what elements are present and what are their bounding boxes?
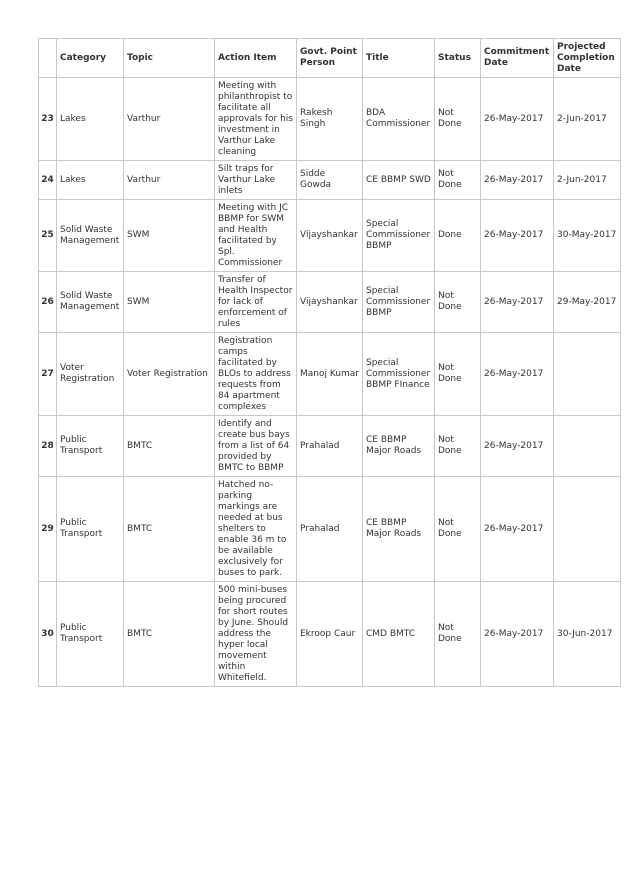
commitment-date-cell: 26-May-2017 [481,200,554,272]
status-cell: Done [435,200,481,272]
header-point-person: Govt. Point Person [297,39,363,78]
action-item-cell: Registration camps facilitated by BLOs to address requests from 84 apartment complexes [215,333,297,416]
action-item-cell: Meeting with philanthropist to facilitate all approvals for his investment in Varthur Lake cleaning [215,78,297,161]
action-item-cell: Identify and create bus bays from a list of 64 provided by BMTC to BBMP [215,416,297,477]
category-cell: Voter Registration [57,333,124,416]
header-topic: Topic [124,39,215,78]
topic-cell: BMTC [124,477,215,582]
action-item-cell: Meeting with JC BBMP for SWM and Health facilitated by Spl. Commissioner [215,200,297,272]
header-projected-date: Projected Completion Date [554,39,621,78]
title-cell: CE BBMP Major Roads [363,416,435,477]
commitment-date-cell: 26-May-2017 [481,78,554,161]
row-number: 28 [39,416,57,477]
title-cell: BDA Commissioner [363,78,435,161]
table-row [39,200,621,272]
projected-date-cell: 29-May-2017 [554,272,621,333]
category-cell: Solid Waste Management [57,272,124,333]
title-cell: Special Commissioner BBMP [363,200,435,272]
topic-cell: SWM [124,272,215,333]
title-cell: CMD BMTC [363,582,435,687]
header-num [39,39,57,78]
action-items-table [38,38,621,687]
point-person-cell: Ekroop Caur [297,582,363,687]
commitment-date-cell: 26-May-2017 [481,582,554,687]
row-number: 23 [39,78,57,161]
topic-cell: SWM [124,200,215,272]
row-number: 30 [39,582,57,687]
action-item-cell: Transfer of Health Inspector for lack of enforcement of rules [215,272,297,333]
status-cell: Not Done [435,333,481,416]
topic-cell: Voter Registration [124,333,215,416]
topic-cell: Varthur [124,78,215,161]
row-number: 29 [39,477,57,582]
table-row [39,272,621,333]
category-cell: Public Transport [57,477,124,582]
row-number: 26 [39,272,57,333]
header-row [39,39,621,78]
projected-date-cell [554,416,621,477]
action-item-cell: 500 mini-buses being procured for short routes by June. Should address the hyper local movement within Whitefield. [215,582,297,687]
category-cell: Public Transport [57,582,124,687]
table-row [39,477,621,582]
action-item-cell: Silt traps for Varthur Lake inlets [215,161,297,200]
header-action-item: Action Item [215,39,297,78]
projected-date-cell: 30-May-2017 [554,200,621,272]
commitment-date-cell: 26-May-2017 [481,477,554,582]
topic-cell: BMTC [124,416,215,477]
header-title: Title [363,39,435,78]
title-cell: CE BBMP Major Roads [363,477,435,582]
category-cell: Solid Waste Management [57,200,124,272]
point-person-cell: Rakesh Singh [297,78,363,161]
projected-date-cell: 2-Jun-2017 [554,161,621,200]
table-row [39,78,621,161]
projected-date-cell [554,333,621,416]
table-row [39,416,621,477]
projected-date-cell: 2-Jun-2017 [554,78,621,161]
status-cell: Not Done [435,161,481,200]
row-number: 24 [39,161,57,200]
point-person-cell: Prahalad [297,416,363,477]
commitment-date-cell: 26-May-2017 [481,333,554,416]
point-person-cell: Prahalad [297,477,363,582]
projected-date-cell [554,477,621,582]
category-cell: Public Transport [57,416,124,477]
title-cell: Special Commissioner BBMP [363,272,435,333]
commitment-date-cell: 26-May-2017 [481,272,554,333]
row-number: 25 [39,200,57,272]
header-category: Category [57,39,124,78]
category-cell: Lakes [57,78,124,161]
status-cell: Not Done [435,272,481,333]
header-status: Status [435,39,481,78]
topic-cell: Varthur [124,161,215,200]
status-cell: Not Done [435,78,481,161]
row-number: 27 [39,333,57,416]
table-row [39,333,621,416]
commitment-date-cell: 26-May-2017 [481,161,554,200]
table-row [39,161,621,200]
projected-date-cell: 30-Jun-2017 [554,582,621,687]
action-item-cell: Hatched no-parking markings are needed at bus shelters to enable 36 m to be available exclusively for buses to park. [215,477,297,582]
point-person-cell: Manoj Kumar [297,333,363,416]
table-row [39,582,621,687]
category-cell: Lakes [57,161,124,200]
header-commitment-date: Commitment Date [481,39,554,78]
status-cell: Not Done [435,582,481,687]
status-cell: Not Done [435,477,481,582]
point-person-cell: Vijayshankar [297,200,363,272]
commitment-date-cell: 26-May-2017 [481,416,554,477]
point-person-cell: Vijayshankar [297,272,363,333]
topic-cell: BMTC [124,582,215,687]
status-cell: Not Done [435,416,481,477]
point-person-cell: Sidde Gowda [297,161,363,200]
title-cell: Special Commissioner BBMP FInance [363,333,435,416]
title-cell: CE BBMP SWD [363,161,435,200]
